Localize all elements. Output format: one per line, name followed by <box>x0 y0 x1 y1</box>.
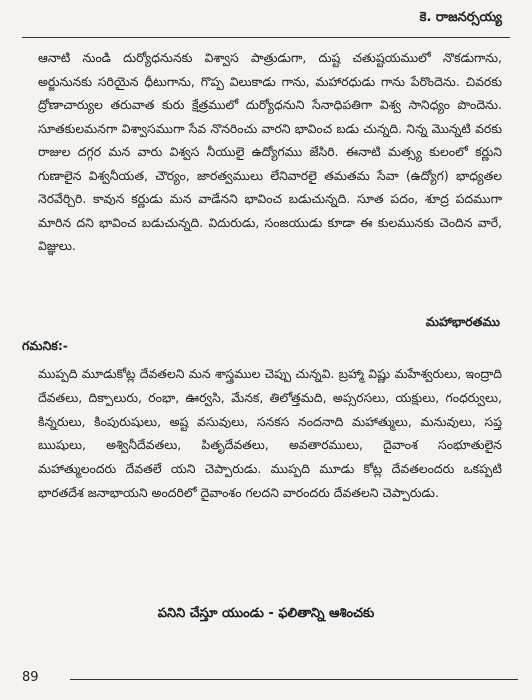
note-paragraph: ముప్పది మూడుకోట్ల దేవతలని మన శాస్త్రముల చెప్పు చున్నవి. బ్రహ్మా విష్ణు మహేశ్వరులు, ఇంద్రాది దేవతలు, దిక్పాలురు, రంభా, ఊర్వసి, మేనక, తిలోత్తమది, అప్సరసలు, యక్షులు, గంధర్వులు, కిన్నరులు, కింపురుషులు, అష్ట వసువులు, సనకస నందనాది మహాత్ములు, మనువులు, సప్త ఋషులు, అశ్వినీదేవతలు, పితృదేవతలు, అవతారములు, దైవాంశ సంభూతులైన మహాత్ములందరు దేవతలే యని చెప్పారుడు. ముప్పది మూడు కోట్ల దేవతలందరు ఒకప్పటి భారతదేశ జనాభాయని అందరిలో దైవాంశం గలదని వారందరు దేవతలని చెప్పారుడు. <box>38 366 502 500</box>
proverb-line: పనిని చేస్తూ యుండు - ఫలితాన్ని ఆశించకు <box>157 606 375 621</box>
section-tag: మహాభారతము <box>425 314 500 329</box>
author-header: కె. రాజనర్సయ్య <box>419 10 502 25</box>
page-number: 89 <box>22 670 39 685</box>
footer-rule <box>70 679 518 680</box>
note-label: గమనిక:- <box>22 338 68 353</box>
body-paragraph: ఆనాటి నుండి దుర్యోధనునకు విశ్వాస పాత్రుడుగా, దుష్ట చతుష్టయములో నొకడుగాను, అర్జునునకు సరియైన ధీటుగాను, గొప్ప విలుకాడు గాను, మహారధుడు గాను పేరొందెను. చివరకు ద్రోణాచార్యుల తరువాత కురు క్షేత్రములో దుర్యోధనుని సేనాధిపతిగా విశ్వ సానిధ్యం పొందెను. సూతకులమనగా విశ్వాసముగా సేవ నొనరించు వారని భావించ బడు చున్నది. నిన్న మొన్నటి వరకు రాజుల దగ్గర మన వారు విశ్వస నీయులై ఉద్యోగము జేసిరి. ఈనాటి మత్స్య కులంలో కర్ణుని గుణాలైన విశ్వనీయత, చౌర్యం, జారత్వములు లేనివారలై తమతమ సేవా (ఉద్యోగ) భాధ్యతల నెరవేర్చిరి. కావున కర్ణుడు మన వాడేనని భావించ బడుచున్నది. సూత పదం, శూద్ర పదముగా మారిన దని భావించ బడుచున్నది. విదురుడు, సంజయుడు కూడా ఈ కులమునకు చెందిన వారే, విజ్ఞులు. <box>38 50 502 253</box>
header-rule <box>22 37 510 38</box>
